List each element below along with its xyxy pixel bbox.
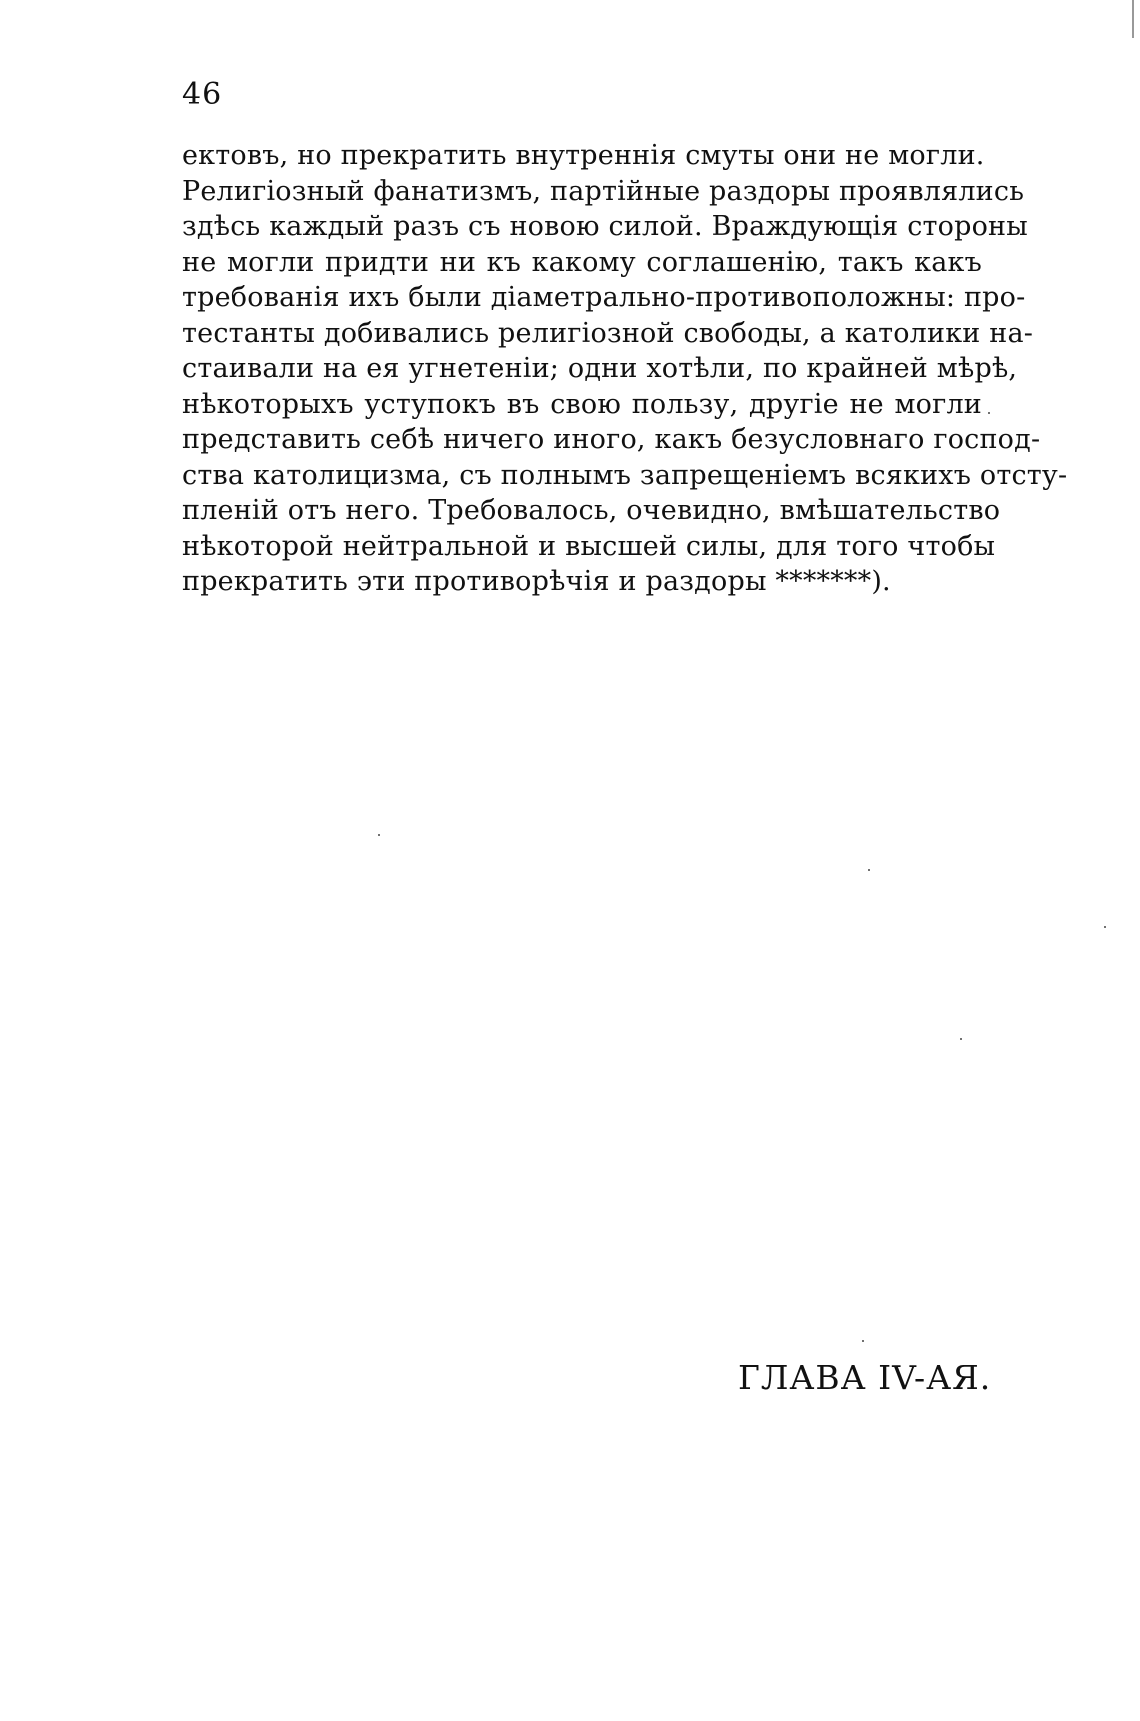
chapter-title: ГЛАВА IV-АЯ. (738, 1358, 992, 1397)
text-line: нѣкоторыхъ уступокъ въ свою пользу, другіе не могли (182, 388, 982, 420)
scan-speck (960, 1038, 962, 1040)
text-line: представить себѣ ничего иного, какъ безусловнаго господ- (182, 424, 1041, 455)
page-number: 46 (182, 77, 223, 112)
scan-speck (1104, 926, 1106, 928)
scan-speck (868, 869, 870, 871)
scan-edge-mark (1132, 0, 1134, 38)
scan-speck (378, 834, 380, 836)
body-text (182, 138, 1068, 600)
scan-speck (862, 1340, 864, 1342)
text-line: не могли придти ни къ какому соглашенію, такъ какъ (182, 246, 982, 278)
text-line-last: прекратить эти противорѣчія и раздоры *******). (182, 566, 891, 597)
text-line: здѣсь каждый разъ съ новою силой. Враждующія стороны (182, 211, 1028, 242)
text-line: стаивали на ея угнетеніи; одни хотѣли, по крайней мѣрѣ, (182, 353, 1018, 384)
text-line: Религіозный фанатизмъ, партійные раздоры проявлялись (182, 175, 1025, 207)
text-line: пленій отъ него. Требовалось, очевидно, вмѣшательство (182, 495, 1001, 526)
text-line: ства католицизма, съ полнымъ запрещеніемъ всякихъ отсту- (182, 459, 1068, 491)
text-line: нѣкоторой нейтральной и высшей силы, для того чтобы (182, 530, 996, 562)
text-line: ектовъ, но прекратить внутреннія смуты они не могли. (182, 140, 985, 171)
text-line: требованія ихъ были діаметрально-противоположны: про- (182, 282, 1026, 313)
text-line: тестанты добивались религіозной свободы, а католики на- (182, 317, 1034, 349)
scan-speck (988, 412, 990, 414)
